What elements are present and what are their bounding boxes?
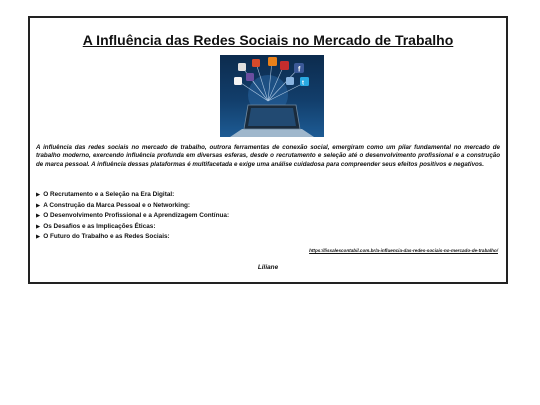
svg-text:t: t [302, 80, 304, 87]
social-media-illustration [220, 55, 324, 137]
topic-label: O Futuro do Trabalho e as Redes Sociais: [43, 233, 170, 241]
triangle-right-icon: ▶ [36, 234, 41, 241]
topic-item[interactable] [36, 201, 229, 212]
social-network-icon [220, 55, 324, 137]
topic-item[interactable] [36, 211, 229, 222]
topics-list [36, 190, 229, 243]
article-card [28, 16, 508, 284]
topic-label: O Desenvolvimento Profissional e a Aprendizagem Contínua: [43, 212, 230, 220]
triangle-right-icon: ▶ [36, 223, 41, 230]
topic-item[interactable] [36, 190, 229, 201]
topic-label: Os Desafios e as Implicações Éticas: [43, 222, 156, 230]
article-intro: A influência das redes sociais no mercado de trabalho, outrora ferramentas de conexão social, emergiram como um pilar fundamental no mercado de trabalho moderno, exercendo influência profunda em diversas esferas, desde o recrutamento e seleção até o desenvolvimento profissional e a construção de marca pessoal. A influência dessas plataformas é multifacetada e exige uma análise cuidadosa para compreender seus efeitos positivos e negativos. [36, 144, 500, 168]
article-title: A Influência das Redes Sociais no Mercado de Trabalho [82, 32, 454, 48]
triangle-right-icon: ▶ [36, 213, 41, 220]
topic-label: A Construção da Marca Pessoal e o Networking: [43, 201, 191, 209]
triangle-right-icon: ▶ [36, 192, 41, 198]
author-name: Liliane [257, 264, 279, 271]
topic-label: O Recrutamento e a Seleção na Era Digital: [43, 191, 175, 198]
triangle-right-icon: ▶ [36, 202, 41, 209]
svg-text:f: f [298, 66, 301, 74]
topic-item[interactable] [36, 222, 229, 233]
source-link[interactable]: https://lissalescontabil.com.br/a-influencia-das-redes-sociais-no-mercado-de-trabalho/ [309, 248, 498, 253]
topic-item[interactable] [36, 232, 229, 243]
